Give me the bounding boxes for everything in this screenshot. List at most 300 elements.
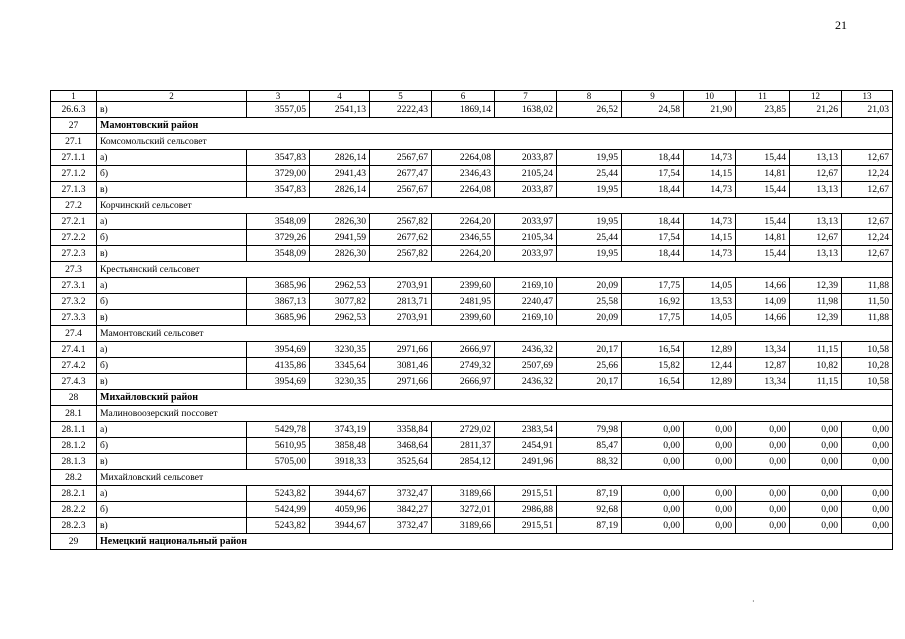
table-row bbox=[51, 246, 893, 262]
value-cell: 15,44 bbox=[736, 150, 790, 166]
settlement-header-row bbox=[51, 198, 893, 214]
table-row bbox=[51, 438, 893, 454]
value-cell: 19,95 bbox=[557, 214, 622, 230]
value-cell: 3685,96 bbox=[247, 310, 310, 326]
value-cell: 11,15 bbox=[790, 342, 842, 358]
row-code: 28 bbox=[51, 390, 97, 406]
row-code: 28.1.1 bbox=[51, 422, 97, 438]
value-cell: 10,28 bbox=[842, 358, 893, 374]
value-cell: 2240,47 bbox=[495, 294, 557, 310]
value-cell: 2749,32 bbox=[432, 358, 495, 374]
value-cell: 4059,96 bbox=[310, 502, 370, 518]
value-cell: 2971,66 bbox=[370, 342, 432, 358]
value-cell: 0,00 bbox=[684, 422, 736, 438]
value-cell: 12,89 bbox=[684, 374, 736, 390]
value-cell: 3077,82 bbox=[310, 294, 370, 310]
row-code: 28.1.2 bbox=[51, 438, 97, 454]
value-cell: 2941,43 bbox=[310, 166, 370, 182]
column-number-cell: 9 bbox=[622, 91, 684, 102]
row-code: 27.4.2 bbox=[51, 358, 97, 374]
row-code: 26.6.3 bbox=[51, 102, 97, 118]
value-cell: 20,09 bbox=[557, 278, 622, 294]
value-cell: 0,00 bbox=[736, 502, 790, 518]
table-row bbox=[51, 486, 893, 502]
value-cell: 14,66 bbox=[736, 278, 790, 294]
value-cell: 2677,47 bbox=[370, 166, 432, 182]
row-code: 27 bbox=[51, 118, 97, 134]
value-cell: 3358,84 bbox=[370, 422, 432, 438]
value-cell: 2507,69 bbox=[495, 358, 557, 374]
value-cell: 2454,91 bbox=[495, 438, 557, 454]
table-row bbox=[51, 102, 893, 118]
district-title: Мамонтовский район bbox=[97, 118, 893, 134]
value-cell: 92,68 bbox=[557, 502, 622, 518]
value-cell: 3729,26 bbox=[247, 230, 310, 246]
value-cell: 3729,00 bbox=[247, 166, 310, 182]
value-cell: 2703,91 bbox=[370, 278, 432, 294]
table-row bbox=[51, 166, 893, 182]
value-cell: 3230,35 bbox=[310, 374, 370, 390]
column-number-cell: 12 bbox=[790, 91, 842, 102]
value-cell: 3867,13 bbox=[247, 294, 310, 310]
value-cell: 2567,67 bbox=[370, 182, 432, 198]
value-cell: 3189,66 bbox=[432, 518, 495, 534]
value-cell: 3743,19 bbox=[310, 422, 370, 438]
value-cell: 2169,10 bbox=[495, 310, 557, 326]
table-row bbox=[51, 310, 893, 326]
column-number-cell: 2 bbox=[97, 91, 247, 102]
value-cell: 0,00 bbox=[790, 454, 842, 470]
row-code: 28.2.3 bbox=[51, 518, 97, 534]
row-code: 27.1.3 bbox=[51, 182, 97, 198]
column-number-cell: 3 bbox=[247, 91, 310, 102]
table-row bbox=[51, 374, 893, 390]
value-cell: 2264,20 bbox=[432, 214, 495, 230]
value-cell: 14,15 bbox=[684, 230, 736, 246]
table-row bbox=[51, 358, 893, 374]
footer-mark: · bbox=[752, 597, 755, 606]
value-cell: 5243,82 bbox=[247, 518, 310, 534]
column-number-cell: 7 bbox=[495, 91, 557, 102]
value-cell: 3944,67 bbox=[310, 486, 370, 502]
value-cell: 17,54 bbox=[622, 230, 684, 246]
value-cell: 16,54 bbox=[622, 342, 684, 358]
value-cell: 2264,08 bbox=[432, 150, 495, 166]
settlement-header-row bbox=[51, 470, 893, 486]
value-cell: 0,00 bbox=[790, 422, 842, 438]
value-cell: 2567,82 bbox=[370, 214, 432, 230]
value-cell: 0,00 bbox=[684, 454, 736, 470]
column-number-cell: 8 bbox=[557, 91, 622, 102]
table-row bbox=[51, 182, 893, 198]
table-row bbox=[51, 294, 893, 310]
value-cell: 25,44 bbox=[557, 230, 622, 246]
value-cell: 18,44 bbox=[622, 182, 684, 198]
value-cell: 3525,64 bbox=[370, 454, 432, 470]
value-cell: 11,88 bbox=[842, 310, 893, 326]
value-cell: 2813,71 bbox=[370, 294, 432, 310]
value-cell: 12,24 bbox=[842, 230, 893, 246]
row-variant: в) bbox=[97, 518, 247, 534]
value-cell: 2854,12 bbox=[432, 454, 495, 470]
value-cell: 2033,87 bbox=[495, 150, 557, 166]
settlement-header-row bbox=[51, 326, 893, 342]
value-cell: 14,66 bbox=[736, 310, 790, 326]
value-cell: 0,00 bbox=[842, 422, 893, 438]
value-cell: 2986,88 bbox=[495, 502, 557, 518]
value-cell: 3732,47 bbox=[370, 486, 432, 502]
value-cell: 3230,35 bbox=[310, 342, 370, 358]
row-variant: б) bbox=[97, 230, 247, 246]
value-cell: 2169,10 bbox=[495, 278, 557, 294]
value-cell: 15,44 bbox=[736, 182, 790, 198]
value-cell: 13,13 bbox=[790, 214, 842, 230]
value-cell: 79,98 bbox=[557, 422, 622, 438]
value-cell: 18,44 bbox=[622, 214, 684, 230]
value-cell: 1638,02 bbox=[495, 102, 557, 118]
row-variant: б) bbox=[97, 438, 247, 454]
column-number-cell: 6 bbox=[432, 91, 495, 102]
row-variant: в) bbox=[97, 310, 247, 326]
row-variant: а) bbox=[97, 422, 247, 438]
page-number: 21 bbox=[835, 18, 847, 32]
settlement-title: Михайловский сельсовет bbox=[97, 470, 893, 486]
value-cell: 2729,02 bbox=[432, 422, 495, 438]
value-cell: 2399,60 bbox=[432, 278, 495, 294]
value-cell: 2033,97 bbox=[495, 214, 557, 230]
row-variant: б) bbox=[97, 502, 247, 518]
value-cell: 2567,82 bbox=[370, 246, 432, 262]
value-cell: 15,82 bbox=[622, 358, 684, 374]
value-cell: 25,58 bbox=[557, 294, 622, 310]
value-cell: 12,87 bbox=[736, 358, 790, 374]
row-code: 28.2 bbox=[51, 470, 97, 486]
column-number-cell: 13 bbox=[842, 91, 893, 102]
value-cell: 0,00 bbox=[736, 486, 790, 502]
value-cell: 2481,95 bbox=[432, 294, 495, 310]
value-cell: 0,00 bbox=[842, 518, 893, 534]
value-cell: 2962,53 bbox=[310, 310, 370, 326]
value-cell: 0,00 bbox=[842, 502, 893, 518]
settlement-header-row bbox=[51, 134, 893, 150]
value-cell: 2033,97 bbox=[495, 246, 557, 262]
row-code: 27.3.1 bbox=[51, 278, 97, 294]
row-variant: в) bbox=[97, 182, 247, 198]
settlement-title: Малиновоозерский поссовет bbox=[97, 406, 893, 422]
value-cell: 2436,32 bbox=[495, 342, 557, 358]
value-cell: 3547,83 bbox=[247, 150, 310, 166]
value-cell: 23,85 bbox=[736, 102, 790, 118]
value-cell: 11,50 bbox=[842, 294, 893, 310]
value-cell: 5705,00 bbox=[247, 454, 310, 470]
value-cell: 19,95 bbox=[557, 182, 622, 198]
row-variant: а) bbox=[97, 150, 247, 166]
value-cell: 17,54 bbox=[622, 166, 684, 182]
value-cell: 3557,05 bbox=[247, 102, 310, 118]
value-cell: 0,00 bbox=[790, 518, 842, 534]
value-cell: 12,39 bbox=[790, 278, 842, 294]
value-cell: 16,92 bbox=[622, 294, 684, 310]
settlement-title: Крестьянский сельсовет bbox=[97, 262, 893, 278]
value-cell: 18,44 bbox=[622, 246, 684, 262]
value-cell: 2033,87 bbox=[495, 182, 557, 198]
row-variant: а) bbox=[97, 214, 247, 230]
value-cell: 3918,33 bbox=[310, 454, 370, 470]
table-row bbox=[51, 422, 893, 438]
value-cell: 87,19 bbox=[557, 518, 622, 534]
value-cell: 88,32 bbox=[557, 454, 622, 470]
value-cell: 0,00 bbox=[622, 502, 684, 518]
value-cell: 12,67 bbox=[842, 182, 893, 198]
value-cell: 1869,14 bbox=[432, 102, 495, 118]
value-cell: 0,00 bbox=[622, 518, 684, 534]
value-cell: 12,67 bbox=[842, 214, 893, 230]
value-cell: 17,75 bbox=[622, 278, 684, 294]
table-body bbox=[51, 91, 893, 550]
value-cell: 3272,01 bbox=[432, 502, 495, 518]
row-variant: в) bbox=[97, 374, 247, 390]
value-cell: 2666,97 bbox=[432, 342, 495, 358]
value-cell: 0,00 bbox=[622, 454, 684, 470]
value-cell: 2383,54 bbox=[495, 422, 557, 438]
value-cell: 17,75 bbox=[622, 310, 684, 326]
district-header-row bbox=[51, 534, 893, 550]
value-cell: 0,00 bbox=[622, 486, 684, 502]
column-number-cell: 11 bbox=[736, 91, 790, 102]
value-cell: 0,00 bbox=[684, 486, 736, 502]
value-cell: 0,00 bbox=[790, 502, 842, 518]
value-cell: 3189,66 bbox=[432, 486, 495, 502]
table-row bbox=[51, 502, 893, 518]
row-variant: в) bbox=[97, 454, 247, 470]
column-number-row bbox=[51, 91, 893, 102]
row-code: 27.1.2 bbox=[51, 166, 97, 182]
row-code: 27.3.3 bbox=[51, 310, 97, 326]
value-cell: 3944,67 bbox=[310, 518, 370, 534]
value-cell: 25,44 bbox=[557, 166, 622, 182]
value-cell: 12,67 bbox=[842, 246, 893, 262]
row-code: 27.3.2 bbox=[51, 294, 97, 310]
value-cell: 26,52 bbox=[557, 102, 622, 118]
value-cell: 2264,08 bbox=[432, 182, 495, 198]
value-cell: 87,19 bbox=[557, 486, 622, 502]
value-cell: 3468,64 bbox=[370, 438, 432, 454]
row-variant: а) bbox=[97, 278, 247, 294]
value-cell: 2666,97 bbox=[432, 374, 495, 390]
column-number-cell: 5 bbox=[370, 91, 432, 102]
value-cell: 14,73 bbox=[684, 246, 736, 262]
settlement-title: Корчинский сельсовет bbox=[97, 198, 893, 214]
value-cell: 14,15 bbox=[684, 166, 736, 182]
value-cell: 0,00 bbox=[622, 438, 684, 454]
value-cell: 5424,99 bbox=[247, 502, 310, 518]
row-code: 27.4.1 bbox=[51, 342, 97, 358]
district-title: Михайловский район bbox=[97, 390, 893, 406]
value-cell: 3858,48 bbox=[310, 438, 370, 454]
column-number-cell: 1 bbox=[51, 91, 97, 102]
value-cell: 13,34 bbox=[736, 374, 790, 390]
row-variant: а) bbox=[97, 486, 247, 502]
table-row bbox=[51, 230, 893, 246]
value-cell: 2346,55 bbox=[432, 230, 495, 246]
value-cell: 2703,91 bbox=[370, 310, 432, 326]
row-variant: а) bbox=[97, 342, 247, 358]
value-cell: 2915,51 bbox=[495, 518, 557, 534]
value-cell: 0,00 bbox=[842, 438, 893, 454]
row-code: 27.2.3 bbox=[51, 246, 97, 262]
value-cell: 0,00 bbox=[842, 486, 893, 502]
value-cell: 14,73 bbox=[684, 182, 736, 198]
value-cell: 5429,78 bbox=[247, 422, 310, 438]
settlement-header-row bbox=[51, 262, 893, 278]
value-cell: 0,00 bbox=[684, 518, 736, 534]
table-row bbox=[51, 150, 893, 166]
settlement-title: Комсомольский сельсовет bbox=[97, 134, 893, 150]
value-cell: 11,88 bbox=[842, 278, 893, 294]
value-cell: 2346,43 bbox=[432, 166, 495, 182]
settlement-header-row bbox=[51, 406, 893, 422]
value-cell: 12,44 bbox=[684, 358, 736, 374]
value-cell: 21,26 bbox=[790, 102, 842, 118]
value-cell: 14,73 bbox=[684, 150, 736, 166]
value-cell: 3732,47 bbox=[370, 518, 432, 534]
value-cell: 10,82 bbox=[790, 358, 842, 374]
row-code: 27.2 bbox=[51, 198, 97, 214]
value-cell: 20,09 bbox=[557, 310, 622, 326]
value-cell: 3548,09 bbox=[247, 214, 310, 230]
value-cell: 18,44 bbox=[622, 150, 684, 166]
row-code: 28.1 bbox=[51, 406, 97, 422]
value-cell: 2264,20 bbox=[432, 246, 495, 262]
value-cell: 0,00 bbox=[622, 422, 684, 438]
value-cell: 3954,69 bbox=[247, 342, 310, 358]
value-cell: 14,81 bbox=[736, 230, 790, 246]
settlement-title: Мамонтовский сельсовет bbox=[97, 326, 893, 342]
value-cell: 3842,27 bbox=[370, 502, 432, 518]
value-cell: 2567,67 bbox=[370, 150, 432, 166]
district-header-row bbox=[51, 118, 893, 134]
table-row bbox=[51, 342, 893, 358]
value-cell: 4135,86 bbox=[247, 358, 310, 374]
value-cell: 10,58 bbox=[842, 374, 893, 390]
table-row bbox=[51, 454, 893, 470]
district-title: Немецкий национальный район bbox=[97, 534, 893, 550]
value-cell: 3345,64 bbox=[310, 358, 370, 374]
value-cell: 2941,59 bbox=[310, 230, 370, 246]
value-cell: 3954,69 bbox=[247, 374, 310, 390]
row-variant: б) bbox=[97, 166, 247, 182]
value-cell: 11,98 bbox=[790, 294, 842, 310]
value-cell: 2222,43 bbox=[370, 102, 432, 118]
value-cell: 2915,51 bbox=[495, 486, 557, 502]
value-cell: 0,00 bbox=[790, 438, 842, 454]
value-cell: 2105,24 bbox=[495, 166, 557, 182]
row-code: 27.3 bbox=[51, 262, 97, 278]
row-variant: б) bbox=[97, 358, 247, 374]
value-cell: 2826,30 bbox=[310, 246, 370, 262]
value-cell: 2962,53 bbox=[310, 278, 370, 294]
value-cell: 5243,82 bbox=[247, 486, 310, 502]
value-cell: 0,00 bbox=[736, 438, 790, 454]
value-cell: 12,24 bbox=[842, 166, 893, 182]
value-cell: 12,67 bbox=[790, 230, 842, 246]
value-cell: 20,17 bbox=[557, 374, 622, 390]
value-cell: 2826,30 bbox=[310, 214, 370, 230]
value-cell: 13,13 bbox=[790, 150, 842, 166]
row-code: 27.2.2 bbox=[51, 230, 97, 246]
value-cell: 0,00 bbox=[790, 486, 842, 502]
row-code: 28.2.1 bbox=[51, 486, 97, 502]
value-cell: 5610,95 bbox=[247, 438, 310, 454]
value-cell: 0,00 bbox=[684, 438, 736, 454]
data-table bbox=[50, 90, 893, 550]
value-cell: 14,73 bbox=[684, 214, 736, 230]
value-cell: 0,00 bbox=[842, 454, 893, 470]
value-cell: 3685,96 bbox=[247, 278, 310, 294]
value-cell: 13,13 bbox=[790, 246, 842, 262]
value-cell: 24,58 bbox=[622, 102, 684, 118]
value-cell: 2541,13 bbox=[310, 102, 370, 118]
row-variant: в) bbox=[97, 246, 247, 262]
value-cell: 3548,09 bbox=[247, 246, 310, 262]
value-cell: 12,67 bbox=[842, 150, 893, 166]
value-cell: 3081,46 bbox=[370, 358, 432, 374]
row-code: 28.2.2 bbox=[51, 502, 97, 518]
value-cell: 3547,83 bbox=[247, 182, 310, 198]
row-code: 28.1.3 bbox=[51, 454, 97, 470]
value-cell: 21,03 bbox=[842, 102, 893, 118]
value-cell: 0,00 bbox=[736, 422, 790, 438]
district-header-row bbox=[51, 390, 893, 406]
row-code: 27.2.1 bbox=[51, 214, 97, 230]
row-code: 27.1.1 bbox=[51, 150, 97, 166]
row-code: 27.4.3 bbox=[51, 374, 97, 390]
row-variant: в) bbox=[97, 102, 247, 118]
table-row bbox=[51, 214, 893, 230]
row-code: 27.4 bbox=[51, 326, 97, 342]
value-cell: 0,00 bbox=[736, 518, 790, 534]
value-cell: 12,39 bbox=[790, 310, 842, 326]
value-cell: 19,95 bbox=[557, 246, 622, 262]
value-cell: 21,90 bbox=[684, 102, 736, 118]
value-cell: 2436,32 bbox=[495, 374, 557, 390]
row-variant: б) bbox=[97, 294, 247, 310]
value-cell: 2826,14 bbox=[310, 182, 370, 198]
value-cell: 16,54 bbox=[622, 374, 684, 390]
value-cell: 2677,62 bbox=[370, 230, 432, 246]
column-number-cell: 10 bbox=[684, 91, 736, 102]
value-cell: 85,47 bbox=[557, 438, 622, 454]
value-cell: 13,34 bbox=[736, 342, 790, 358]
row-code: 27.1 bbox=[51, 134, 97, 150]
row-code: 29 bbox=[51, 534, 97, 550]
value-cell: 10,58 bbox=[842, 342, 893, 358]
value-cell: 2399,60 bbox=[432, 310, 495, 326]
value-cell: 11,15 bbox=[790, 374, 842, 390]
value-cell: 0,00 bbox=[736, 454, 790, 470]
value-cell: 20,17 bbox=[557, 342, 622, 358]
value-cell: 2105,34 bbox=[495, 230, 557, 246]
value-cell: 13,53 bbox=[684, 294, 736, 310]
value-cell: 12,89 bbox=[684, 342, 736, 358]
table-row bbox=[51, 518, 893, 534]
value-cell: 2811,37 bbox=[432, 438, 495, 454]
value-cell: 13,13 bbox=[790, 182, 842, 198]
value-cell: 25,66 bbox=[557, 358, 622, 374]
value-cell: 14,81 bbox=[736, 166, 790, 182]
value-cell: 15,44 bbox=[736, 214, 790, 230]
value-cell: 15,44 bbox=[736, 246, 790, 262]
